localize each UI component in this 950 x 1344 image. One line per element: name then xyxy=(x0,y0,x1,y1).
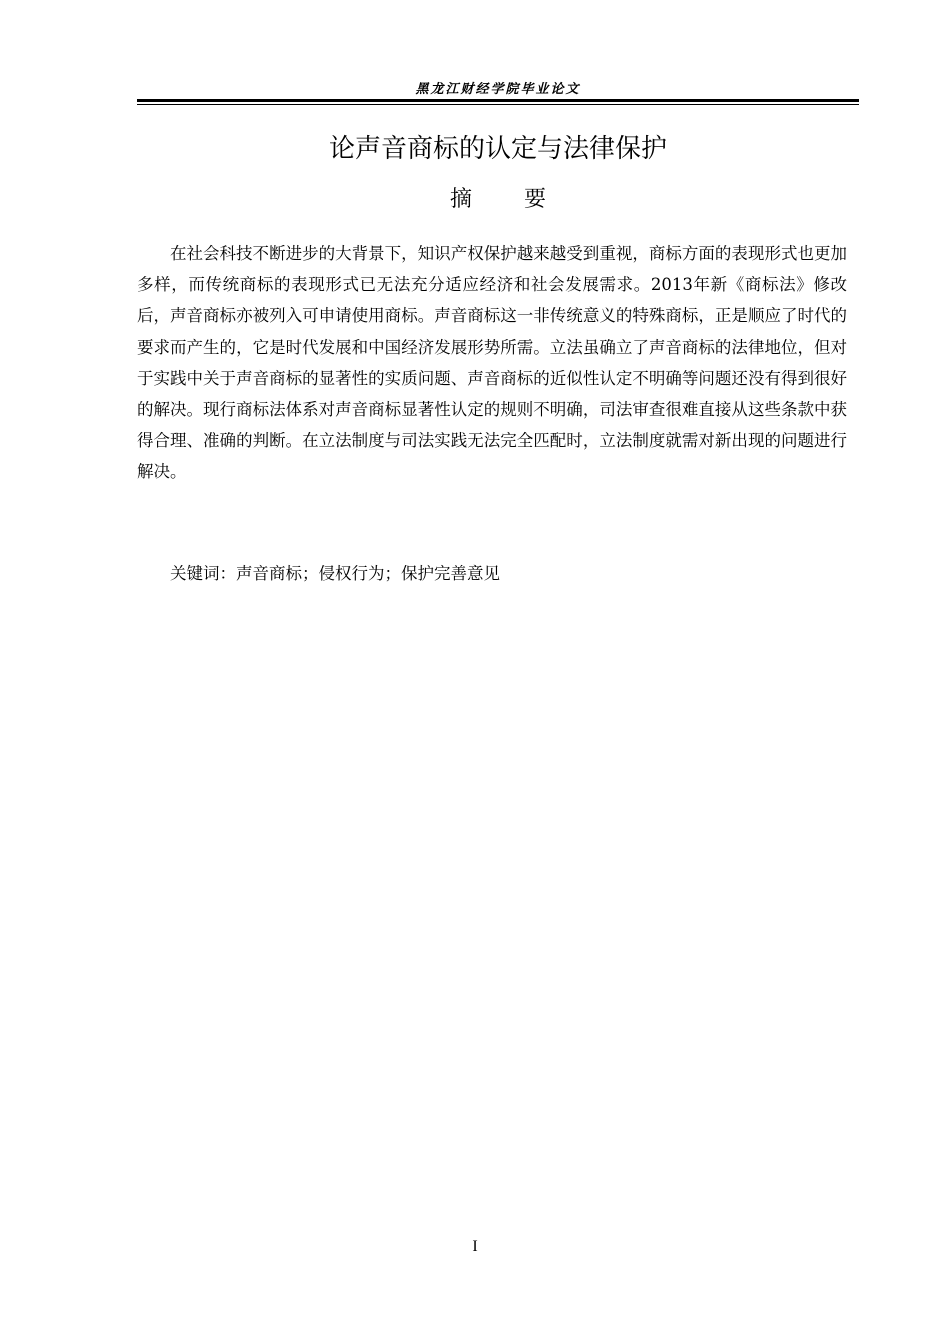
keywords-value: 声音商标；侵权行为；保护完善意见 xyxy=(236,564,500,583)
running-header: 黑龙江财经学院毕业论文 xyxy=(415,82,581,97)
header-rule-thick xyxy=(137,99,859,102)
abstract-heading-right: 要 xyxy=(524,187,547,212)
abstract-paragraph: 在社会科技不断进步的大背景下，知识产权保护越来越受到重视，商标方面的表现形式也更加多样，而传统商标的表现形式已无法充分适应经济和社会发展需求。2013年新《商标法》修改后，声音商标亦被列入可申请使用商标。声音商标这一非传统意义的特殊商标，正是顺应了时代的要求而产生的，它是时代发展和中国经济发展形势所需。立法虽确立了声音商标的法律地位，但对于实践中关于声音商标的显著性的实质问题、声音商标的近似性认定不明确等问题还没有得到很好的解决。现行商标法体系对声音商标显著性认定的规则不明确，司法审查很难直接从这些条款中获得合理、准确的判断。在立法制度与司法实践无法完全匹配时，立法制度就需对新出现的问题进行解决。 xyxy=(137,244,847,482)
keywords-line xyxy=(137,559,847,589)
keywords-label: 关键词： xyxy=(170,564,236,583)
abstract-heading-left: 摘 xyxy=(449,187,472,212)
page-number: I xyxy=(472,1238,478,1255)
thesis-title: 论声音商标的认定与法律保护 xyxy=(328,134,667,164)
header-rule-thin xyxy=(137,104,859,105)
abstract-heading xyxy=(137,181,859,219)
